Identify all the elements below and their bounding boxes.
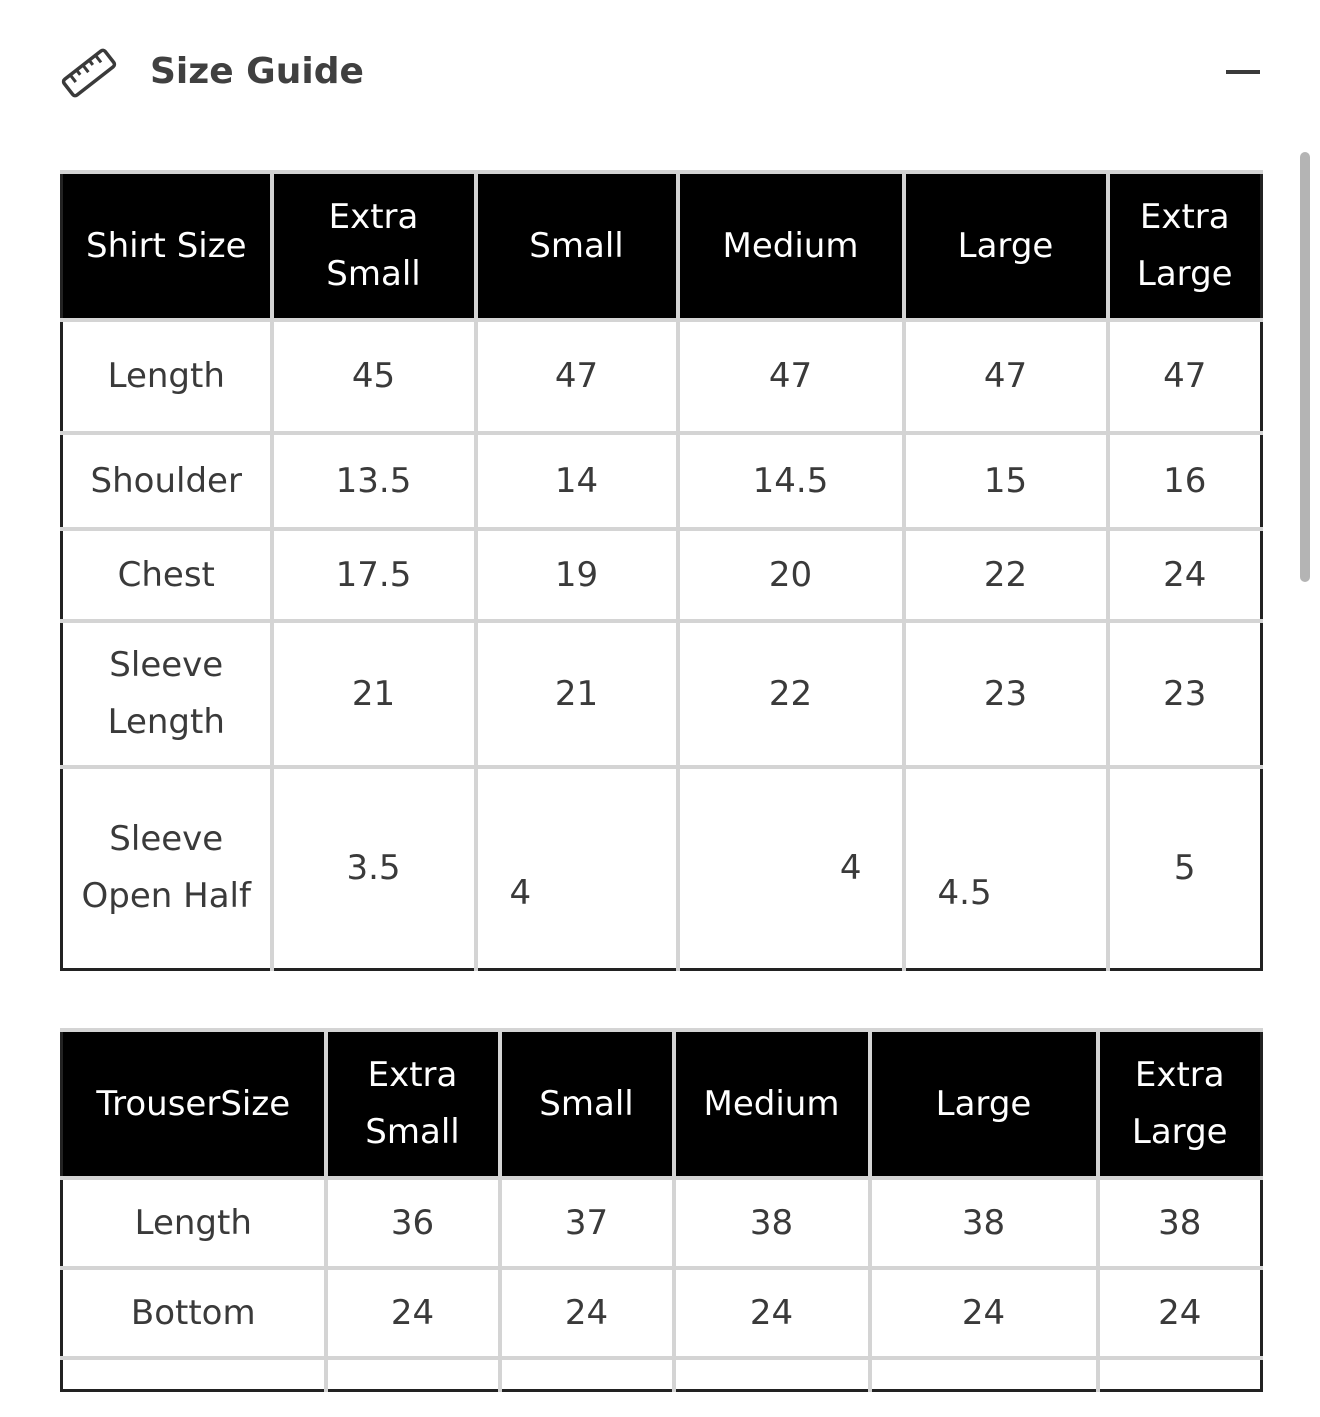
row-label: Length xyxy=(62,320,272,433)
table-cell: 47 xyxy=(1108,320,1262,433)
column-header: Large xyxy=(870,1030,1098,1178)
table-cell: 47 xyxy=(476,320,678,433)
table-cell: 3.5 xyxy=(272,767,476,969)
column-header: TrouserSize xyxy=(62,1030,326,1178)
table-cell: 36 xyxy=(326,1178,500,1268)
column-header: Extra Large xyxy=(1098,1030,1262,1178)
table-cell xyxy=(1098,1358,1262,1390)
table-row xyxy=(62,621,1262,767)
table-cell: 4 xyxy=(678,767,904,969)
table-cell xyxy=(326,1358,500,1390)
scrollbar[interactable] xyxy=(1300,152,1310,582)
table-cell: 4 xyxy=(476,767,678,969)
table-cell: 5 xyxy=(1108,767,1262,969)
column-header: Shirt Size xyxy=(62,172,272,320)
table-row xyxy=(62,1358,1262,1390)
table-cell: 16 xyxy=(1108,433,1262,529)
table-cell: 24 xyxy=(1098,1268,1262,1358)
table-cell: 17.5 xyxy=(272,529,476,621)
table-cell: 19 xyxy=(476,529,678,621)
table-cell xyxy=(870,1358,1098,1390)
column-header: Medium xyxy=(674,1030,870,1178)
table-cell: 22 xyxy=(678,621,904,767)
size-guide-header[interactable] xyxy=(60,40,1260,106)
table-cell: 20 xyxy=(678,529,904,621)
table-cell: 21 xyxy=(272,621,476,767)
table-header-row xyxy=(62,172,1262,320)
table-cell: 24 xyxy=(1108,529,1262,621)
collapse-button[interactable] xyxy=(1226,60,1260,84)
column-header: Extra Small xyxy=(326,1030,500,1178)
table-cell: 47 xyxy=(678,320,904,433)
table-row xyxy=(62,1268,1262,1358)
size-guide-title: Size Guide xyxy=(150,51,364,92)
table-cell: 38 xyxy=(1098,1178,1262,1268)
table-cell: 15 xyxy=(904,433,1108,529)
row-label: Shoulder xyxy=(62,433,272,529)
table-cell xyxy=(674,1358,870,1390)
table-cell: 24 xyxy=(326,1268,500,1358)
ruler-icon xyxy=(60,44,118,102)
column-header: Small xyxy=(500,1030,674,1178)
table-row xyxy=(62,320,1262,433)
row-label: Chest xyxy=(62,529,272,621)
table-cell: 22 xyxy=(904,529,1108,621)
table-cell: 24 xyxy=(674,1268,870,1358)
column-header: Extra Small xyxy=(272,172,476,320)
table-cell: 45 xyxy=(272,320,476,433)
table-cell: 4.5 xyxy=(904,767,1108,969)
table-cell: 24 xyxy=(870,1268,1098,1358)
column-header: Medium xyxy=(678,172,904,320)
shirt-size-table xyxy=(60,170,1263,971)
table-row xyxy=(62,433,1262,529)
table-cell: 38 xyxy=(674,1178,870,1268)
table-row xyxy=(62,767,1262,969)
trouser-size-table xyxy=(60,1028,1263,1392)
row-label: Sleeve Length xyxy=(62,621,272,767)
table-cell xyxy=(500,1358,674,1390)
table-cell: 23 xyxy=(1108,621,1262,767)
column-header: Extra Large xyxy=(1108,172,1262,320)
column-header: Large xyxy=(904,172,1108,320)
table-cell: 23 xyxy=(904,621,1108,767)
table-row xyxy=(62,1178,1262,1268)
table-cell: 13.5 xyxy=(272,433,476,529)
row-label: Sleeve Open Half xyxy=(62,767,272,969)
table-cell: 37 xyxy=(500,1178,674,1268)
row-label xyxy=(62,1358,326,1390)
table-cell: 24 xyxy=(500,1268,674,1358)
table-cell: 38 xyxy=(870,1178,1098,1268)
table-header-row xyxy=(62,1030,1262,1178)
column-header: Small xyxy=(476,172,678,320)
table-cell: 14.5 xyxy=(678,433,904,529)
row-label: Length xyxy=(62,1178,326,1268)
row-label: Bottom xyxy=(62,1268,326,1358)
table-row xyxy=(62,529,1262,621)
table-cell: 47 xyxy=(904,320,1108,433)
minus-icon xyxy=(1226,70,1260,74)
table-cell: 14 xyxy=(476,433,678,529)
table-cell: 21 xyxy=(476,621,678,767)
